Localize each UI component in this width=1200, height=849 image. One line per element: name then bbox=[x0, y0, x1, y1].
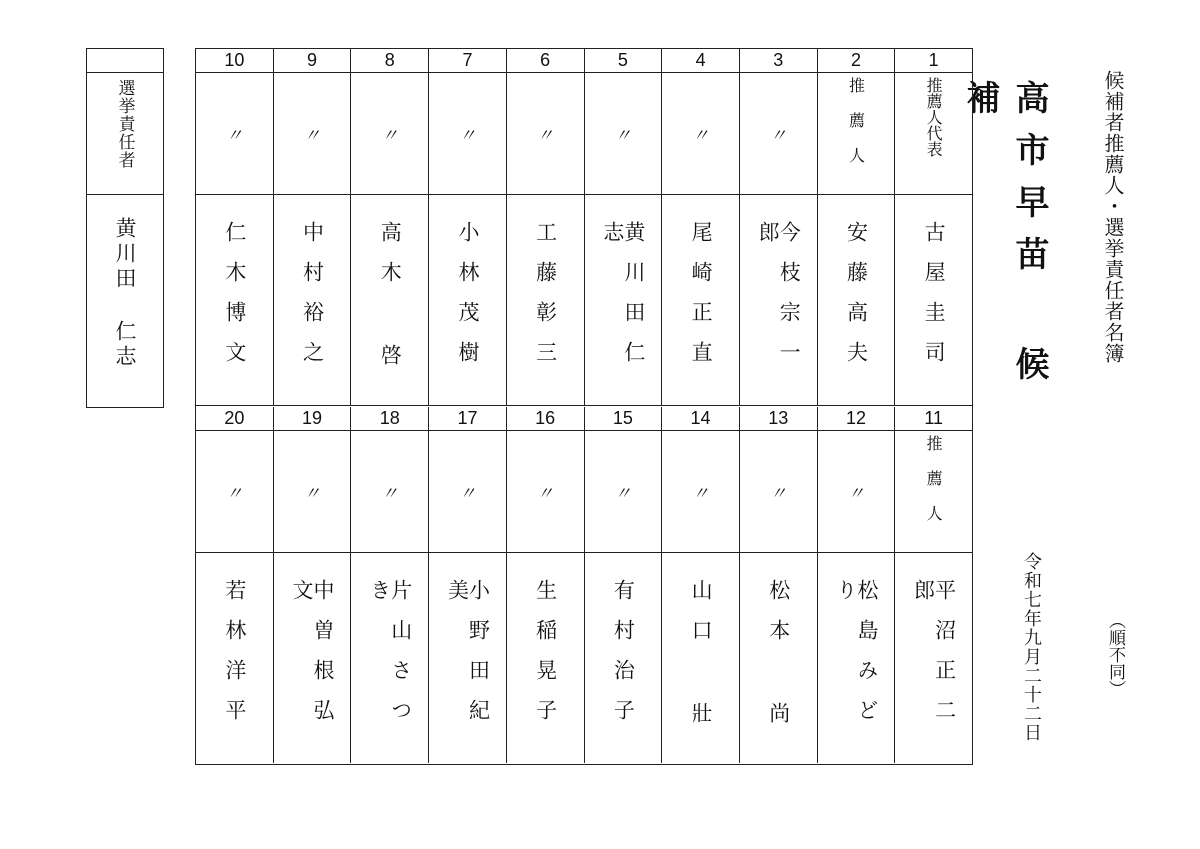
top-name-row bbox=[196, 195, 972, 405]
name-cell bbox=[429, 195, 507, 405]
number-cell: 8 bbox=[351, 49, 429, 72]
candidate-name: 高市早苗 候補 bbox=[960, 80, 1049, 398]
role-cell bbox=[895, 431, 972, 552]
role-cell bbox=[740, 431, 818, 552]
manager-role: 選挙責任者 bbox=[114, 79, 135, 169]
person-name: 古屋圭司 bbox=[922, 221, 947, 381]
role-cell bbox=[196, 73, 274, 194]
role-label: 〃 bbox=[225, 484, 243, 504]
person-name: 生稲晃子 bbox=[533, 579, 558, 739]
role-cell bbox=[274, 73, 352, 194]
role-label: 〃 bbox=[692, 484, 710, 504]
top-number-row bbox=[196, 49, 972, 73]
number-cell: 2 bbox=[818, 49, 896, 72]
person-name: 安藤高夫 bbox=[844, 221, 869, 381]
name-cell bbox=[662, 195, 740, 405]
role-label: 推薦人代表 bbox=[924, 77, 944, 157]
name-cell bbox=[196, 553, 274, 763]
number-cell: 17 bbox=[429, 407, 507, 430]
person-name: 中村裕之 bbox=[300, 221, 325, 381]
person-name: 有村治子 bbox=[611, 579, 636, 739]
person-name: 黄川田仁志 bbox=[600, 221, 646, 381]
person-name: 片山さつき bbox=[367, 579, 413, 739]
role-cell bbox=[507, 431, 585, 552]
name-cell bbox=[351, 195, 429, 405]
name-cell bbox=[895, 195, 972, 405]
number-cell: 9 bbox=[274, 49, 352, 72]
number-cell: 10 bbox=[196, 49, 274, 72]
role-label: 〃 bbox=[303, 126, 321, 146]
number-cell: 7 bbox=[429, 49, 507, 72]
person-name: 高木 啓 bbox=[378, 221, 403, 384]
number-cell: 20 bbox=[196, 407, 274, 430]
role-label: 〃 bbox=[614, 126, 632, 146]
number-cell: 18 bbox=[351, 407, 429, 430]
role-label: 〃 bbox=[614, 484, 632, 504]
role-cell bbox=[274, 431, 352, 552]
person-name: 松本 尚 bbox=[766, 579, 791, 742]
name-cell bbox=[351, 553, 429, 763]
manager-role-cell bbox=[87, 73, 163, 195]
number-cell: 6 bbox=[507, 49, 585, 72]
name-cell bbox=[585, 195, 663, 405]
document-title: 候補者推薦人・選挙責任者名簿 bbox=[1101, 70, 1125, 364]
nominator-table bbox=[195, 48, 973, 765]
role-cell bbox=[818, 73, 896, 194]
manager-number-cell bbox=[87, 49, 163, 73]
role-label: 〃 bbox=[536, 484, 554, 504]
person-name: 平沼正二郎 bbox=[911, 579, 957, 739]
role-label: 〃 bbox=[536, 126, 554, 146]
role-label: 推 薦 人 bbox=[846, 77, 866, 163]
role-cell bbox=[740, 73, 818, 194]
person-name: 小林茂樹 bbox=[455, 221, 480, 381]
name-cell bbox=[740, 553, 818, 763]
bottom-role-row bbox=[196, 431, 972, 553]
block-separator bbox=[196, 405, 972, 406]
person-name: 若林洋平 bbox=[222, 579, 247, 739]
name-cell bbox=[507, 195, 585, 405]
name-cell bbox=[585, 553, 663, 763]
name-cell bbox=[196, 195, 274, 405]
role-label: 〃 bbox=[381, 484, 399, 504]
person-name: 今枝宗一郎 bbox=[756, 221, 802, 381]
role-cell bbox=[429, 73, 507, 194]
role-cell bbox=[351, 73, 429, 194]
role-cell bbox=[429, 431, 507, 552]
number-cell: 14 bbox=[662, 407, 740, 430]
name-cell bbox=[895, 553, 972, 763]
order-note: （順不同） bbox=[1105, 612, 1125, 697]
role-cell bbox=[507, 73, 585, 194]
manager-name-cell bbox=[87, 195, 163, 370]
document-date: 令和七年九月二十二日 bbox=[1021, 552, 1042, 742]
role-cell bbox=[196, 431, 274, 552]
name-cell bbox=[507, 553, 585, 763]
election-manager-box bbox=[86, 48, 164, 408]
name-cell bbox=[274, 553, 352, 763]
number-cell: 16 bbox=[507, 407, 585, 430]
person-name: 仁木博文 bbox=[222, 221, 247, 381]
number-cell: 19 bbox=[274, 407, 352, 430]
role-label: 〃 bbox=[458, 126, 476, 146]
person-name: 尾崎正直 bbox=[689, 221, 714, 381]
role-label: 〃 bbox=[303, 484, 321, 504]
number-cell: 12 bbox=[818, 407, 896, 430]
role-label: 〃 bbox=[769, 484, 787, 504]
role-cell bbox=[351, 431, 429, 552]
role-label: 〃 bbox=[458, 484, 476, 504]
name-cell bbox=[818, 553, 896, 763]
role-label: 〃 bbox=[225, 126, 243, 146]
number-cell: 5 bbox=[585, 49, 663, 72]
person-name: 松島みどり bbox=[833, 579, 879, 739]
bottom-name-row bbox=[196, 553, 972, 763]
bottom-number-row bbox=[196, 407, 972, 431]
role-cell bbox=[585, 431, 663, 552]
person-name: 工藤彰三 bbox=[533, 221, 558, 381]
name-cell bbox=[274, 195, 352, 405]
name-cell bbox=[818, 195, 896, 405]
role-label: 〃 bbox=[692, 126, 710, 146]
manager-name: 黄川田 仁志 bbox=[113, 217, 137, 370]
role-label: 〃 bbox=[847, 484, 865, 504]
role-label: 〃 bbox=[769, 126, 787, 146]
number-cell: 4 bbox=[662, 49, 740, 72]
name-cell bbox=[740, 195, 818, 405]
name-cell bbox=[662, 553, 740, 763]
top-role-row bbox=[196, 73, 972, 195]
role-cell bbox=[895, 73, 972, 194]
person-name: 中曽根弘文 bbox=[290, 579, 336, 739]
role-cell bbox=[818, 431, 896, 552]
role-label: 推 薦 人 bbox=[924, 435, 944, 521]
person-name: 小野田紀美 bbox=[445, 579, 491, 739]
role-cell bbox=[662, 431, 740, 552]
name-cell bbox=[429, 553, 507, 763]
role-cell bbox=[585, 73, 663, 194]
role-cell bbox=[662, 73, 740, 194]
person-name: 山口 壯 bbox=[689, 579, 714, 742]
number-cell: 15 bbox=[585, 407, 663, 430]
number-cell: 13 bbox=[740, 407, 818, 430]
number-cell: 1 bbox=[928, 50, 939, 70]
number-cell: 11 bbox=[924, 408, 944, 428]
role-label: 〃 bbox=[381, 126, 399, 146]
number-cell: 3 bbox=[740, 49, 818, 72]
